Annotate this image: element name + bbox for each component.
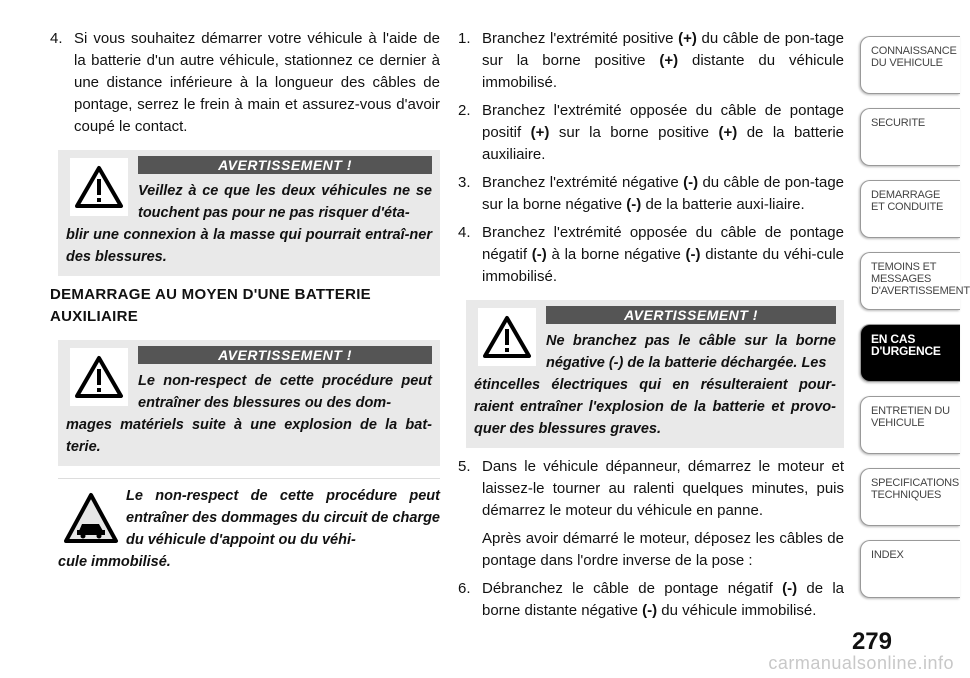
step-4: 4. Branchez l'extrémité opposée du câble de pontage négatif (-) à la borne négative (-) distante du véhi-cule immobilisé. [458,224,844,285]
page-number: 279 [851,628,892,655]
warning-title: AVERTISSEMENT ! [138,346,432,364]
warning-triangle-icon [70,158,128,216]
warning-title: AVERTISSEMENT ! [138,156,432,174]
warning-triangle-icon [478,308,536,366]
warning-box-discharged-battery [466,300,844,448]
warning-triangle-icon [70,348,128,406]
warning-text: Le non-respect de cette procédure peut entraîner des blessures ou des dom- mages matériels suite à une explosion de la bat-terie. [66,373,432,455]
caution-text: Le non-respect de cette procédure peut entraîner des dommages du circuit de charge du véhicule d'appoint ou du véhi- cule immobilisé. [58,488,440,570]
caution-box-charging-circuit [58,478,440,573]
tab-temoins-messages[interactable]: TEMOINS ET MESSAGES D'AVERTISSEMENT [860,252,960,310]
step-4-intro: 4. Si vous souhaitez démarrer votre véhicule à l'aide de la batterie d'un autre véhicule, stationnez ce dernier à une distance inférieure à la longueur des câbles de pontage, serrez le frein à main et assurez-vous d'avoir coupé le contact. [50,30,440,135]
car-caution-icon [62,491,120,547]
watermark: carmanualsonline.info [768,653,954,673]
step-5: 5. Dans le véhicule dépanneur, démarrez le moteur et laissez-le tourner au ralenti quelques minutes, puis démarrez le moteur du véhicule en panne. [458,458,844,519]
warning-box-vehicles-touch [58,150,440,276]
step-5-note: Après avoir démarré le moteur, déposez les câbles de pontage dans l'ordre inverse de la pose : [482,530,844,569]
step-2: 2. Branchez l'extrémité opposée du câble de pontage positif (+) sur la borne positive (+) de la batterie auxiliaire. [458,102,845,163]
tab-securite[interactable]: SECURITE [860,108,960,166]
step-6: 6. Débranchez le câble de pontage négatif (-) de la borne distante négative (-) du véhicule immobilisé. [458,580,845,619]
warning-title: AVERTISSEMENT ! [546,306,836,324]
section-heading: DEMARRAGE AU MOYEN D'UNE BATTERIE AUXILIAIRE [50,286,371,325]
step-1: 1. Branchez l'extrémité positive (+) du câble de pon-tage sur la borne positive (+) distante du véhicule immobilisé. [458,30,845,91]
tab-entretien-vehicule[interactable]: ENTRETIEN DU VEHICULE [860,396,960,454]
tab-demarrage-conduite[interactable]: DEMARRAGE ET CONDUITE [860,180,960,238]
warning-box-explosion [58,340,440,466]
right-column [458,28,844,628]
warning-text: Veillez à ce que les deux véhicules ne se touchent pas pour ne pas risquer d'éta- blir une connexion à la masse qui pourrait entraî-ner des blessures. [66,183,432,265]
left-column [50,28,440,573]
tab-index[interactable]: INDEX [860,540,960,598]
warning-text: Ne branchez pas le câble sur la borne négative (-) de la batterie déchargée. Les étincelles électriques qui en résulteraient pour-raient entraîner l'explosion de la batterie et provo-quer des blessures graves. [474,333,836,437]
tab-connaissance-vehicule[interactable]: CONNAISSANCE DU VEHICULE [860,36,960,94]
step-3: 3. Branchez l'extrémité négative (-) du câble de pon-tage sur la borne négative (-) de la batterie auxi-liaire. [458,174,845,213]
tab-specifications-techniques[interactable]: SPECIFICATIONS TECHNIQUES [860,468,960,526]
chapter-tabs [860,36,970,612]
tab-en-cas-urgence[interactable]: EN CAS D'URGENCE [860,324,960,382]
